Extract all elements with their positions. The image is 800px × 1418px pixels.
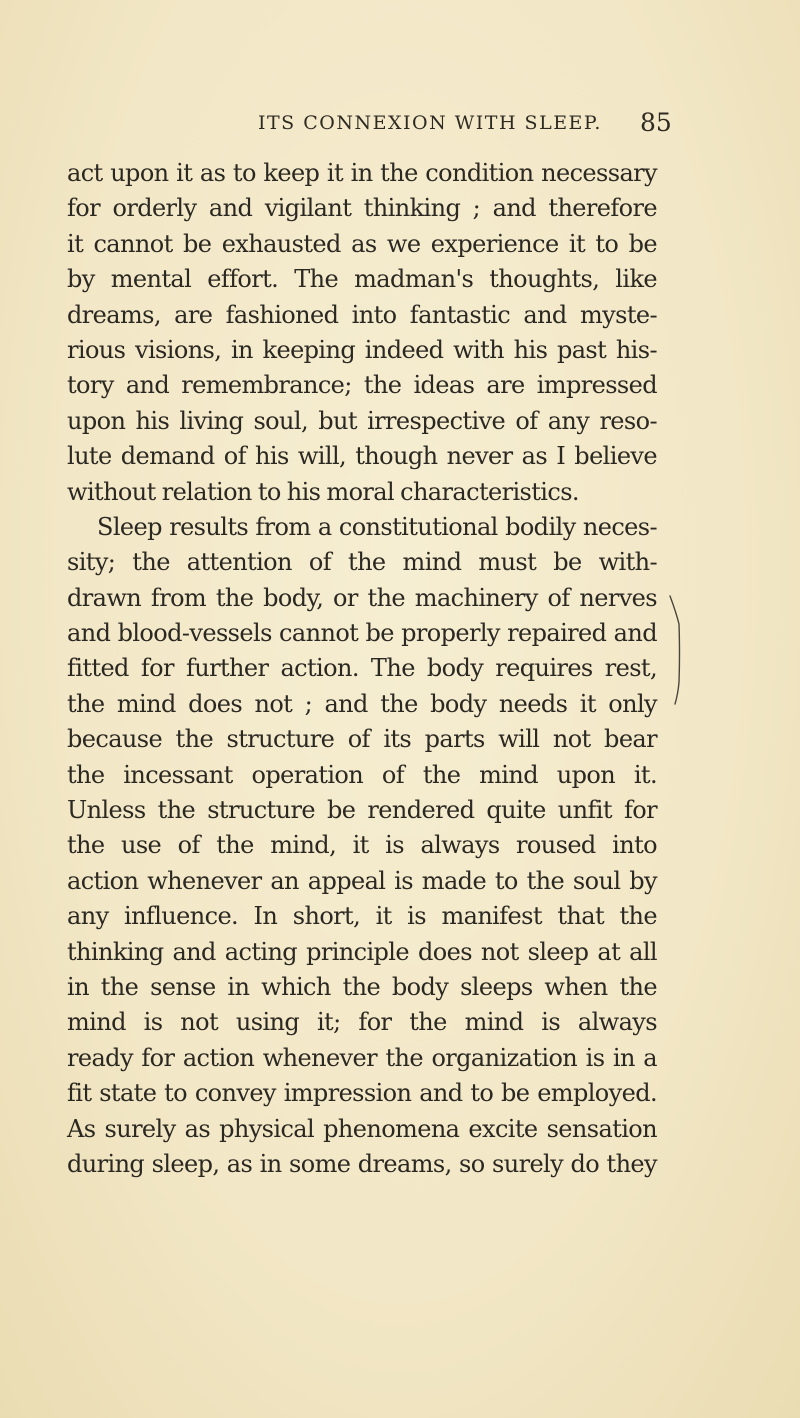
page-number: 85 [640, 108, 672, 137]
margin-pencil-mark [668, 594, 682, 706]
text-line: dreams, are fashioned into fantastic and myste- [67, 300, 657, 329]
text-line: the mind does not ; and the body needs it only [67, 689, 657, 718]
text-line: and blood-vessels cannot be properly repaired and [67, 619, 657, 648]
page-header [0, 108, 800, 142]
text-line: for orderly and vigilant thinking ; and therefore [67, 194, 657, 223]
text-line: Unless the structure be rendered quite unfit for [67, 796, 657, 825]
text-line: without relation to his moral characteristics. [67, 477, 579, 506]
text-line: drawn from the body, or the machinery of nerves [67, 583, 657, 612]
text-line: during sleep, as in some dreams, so surely do they [67, 1149, 657, 1178]
text-line: fit state to convey impression and to be employed. [67, 1079, 657, 1108]
text-line: thinking and acting principle does not sleep at all [67, 937, 657, 966]
text-line: sity; the attention of the mind must be with- [67, 548, 657, 577]
text-line: fitted for further action. The body requires rest, [67, 654, 657, 683]
text-line: it cannot be exhausted as we experience it to be [67, 229, 657, 258]
text-line: the use of the mind, it is always roused into [67, 831, 657, 860]
text-line: because the structure of its parts will not bear [67, 725, 657, 754]
text-line: action whenever an appeal is made to the soul by [67, 866, 657, 895]
text-line: in the sense in which the body sleeps when the [67, 972, 657, 1001]
text-line: Sleep results from a constitutional bodily neces- [97, 512, 657, 541]
running-title: ITS CONNEXION WITH SLEEP. [258, 112, 602, 134]
text-line: act upon it as to keep it in the condition necessary [67, 159, 657, 187]
text-line: any influence. In short, it is manifest that the [67, 902, 657, 931]
text-line: As surely as physical phenomena excite sensation [67, 1114, 657, 1143]
text-line: by mental effort. The madman's thoughts, like [67, 265, 657, 294]
text-line: lute demand of his will, though never as I believe [67, 442, 657, 471]
text-line: the incessant operation of the mind upon it. [67, 760, 657, 789]
body-text [67, 156, 657, 1182]
text-line: mind is not using it; for the mind is always [67, 1008, 657, 1037]
text-line: ready for action whenever the organization is in a [67, 1043, 657, 1072]
text-line: upon his living soul, but irrespective of any reso- [67, 406, 657, 435]
text-line: rious visions, in keeping indeed with his past his- [67, 335, 657, 364]
text-line: tory and remembrance; the ideas are impressed [67, 371, 657, 400]
